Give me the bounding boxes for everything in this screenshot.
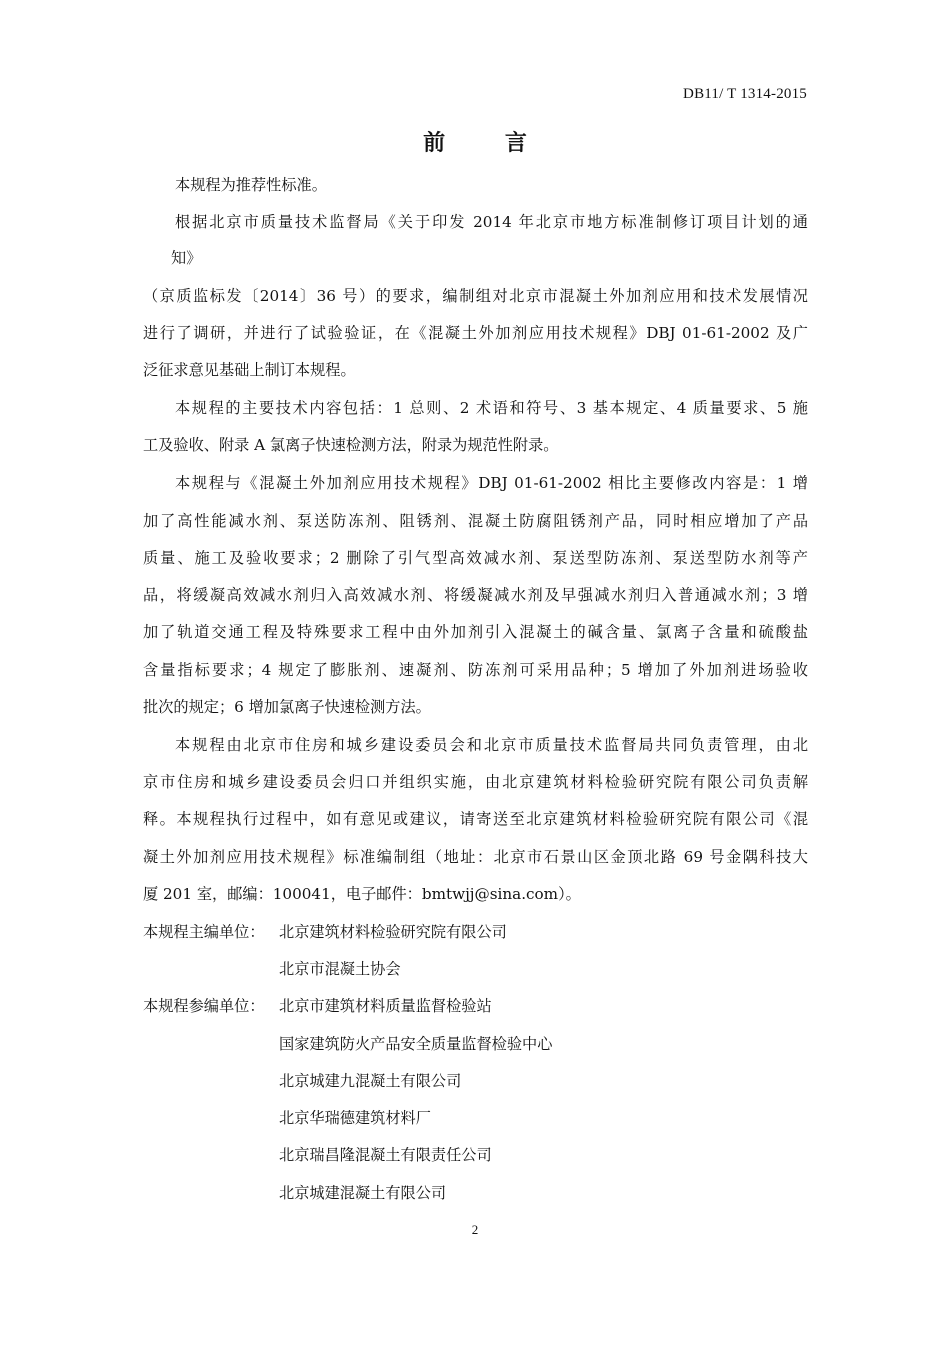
text-line: 加了高性能减水剂、泵送防冻剂、阻锈剂、混凝土防腐阻锈剂产品，同时相应增加了产品 [143, 512, 808, 530]
standard-code: DB11/ T 1314-2015 [683, 86, 807, 102]
chief-editor-unit: 北京市混凝土协会 [279, 960, 401, 978]
text-line: 知》 [171, 249, 202, 267]
participant-unit: 北京市建筑材料质量监督检验站 [279, 997, 492, 1015]
paragraph-recommended-standard: 本规程为推荐性标准。 [175, 176, 327, 194]
text-line: 释。本规程执行过程中，如有意见或建议，请寄送至北京建筑材料检验研究院有限公司《混 [143, 810, 808, 828]
text-line: 本规程的主要技术内容包括：1 总则、2 术语和符号、3 基本规定、4 质量要求、5 施 [175, 399, 808, 417]
text-line: （京质监标发〔2014〕36 号）的要求，编制组对北京市混凝土外加剂应用和技术发展情况 [143, 287, 808, 305]
text-line: 厦 201 室，邮编：100041，电子邮件：bmtwjj@sina.com）。 [143, 885, 581, 903]
text-line: 工及验收、附录 A 氯离子快速检测方法，附录为规范性附录。 [143, 436, 559, 454]
text-line: 含量指标要求；4 规定了膨胀剂、速凝剂、防冻剂可采用品种；5 增加了外加剂进场验收 [143, 661, 808, 679]
text-line: 京市住房和城乡建设委员会归口并组织实施，由北京建筑材料检验研究院有限公司负责解 [143, 773, 808, 791]
text-line: 本规程与《混凝土外加剂应用技术规程》DBJ 01-61-2002 相比主要修改内容是：1 增 [175, 474, 808, 492]
page-title: 前 言 [423, 131, 553, 156]
text-line: 本规程由北京市住房和城乡建设委员会和北京市质量技术监督局共同负责管理，由北 [175, 736, 808, 754]
text-line: 品，将缓凝高效减水剂归入高效减水剂、将缓凝减水剂及早强减水剂归入普通减水剂；3 增 [143, 586, 808, 604]
chief-editor-unit: 北京建筑材料检验研究院有限公司 [279, 923, 507, 941]
text-line: 质量、施工及验收要求；2 删除了引气型高效减水剂、泵送型防冻剂、泵送型防水剂等产 [143, 549, 808, 567]
participant-unit: 北京城建九混凝土有限公司 [279, 1072, 462, 1090]
participant-unit: 国家建筑防火产品安全质量监督检验中心 [279, 1035, 553, 1053]
text-line: 根据北京市质量技术监督局《关于印发 2014 年北京市地方标准制修订项目计划的通 [175, 213, 808, 231]
chief-editor-label: 本规程主编单位： [143, 923, 265, 941]
page-number: 2 [471, 1222, 479, 1237]
text-line: 凝土外加剂应用技术规程》标准编制组（地址：北京市石景山区金顶北路 69 号金隅科技大 [143, 848, 808, 866]
text-line: 加了轨道交通工程及特殊要求工程中由外加剂引入混凝土的碱含量、氯离子含量和硫酸盐 [143, 623, 808, 641]
text-line: 批次的规定；6 增加氯离子快速检测方法。 [143, 698, 431, 716]
participant-unit: 北京华瑞德建筑材料厂 [279, 1109, 431, 1127]
text-line: 进行了调研，并进行了试验验证，在《混凝土外加剂应用技术规程》DBJ 01-61-2002 及广 [143, 324, 808, 342]
participant-unit: 北京瑞昌隆混凝土有限责任公司 [279, 1146, 492, 1164]
participant-unit: 北京城建混凝土有限公司 [279, 1184, 447, 1202]
participant-label: 本规程参编单位： [143, 997, 265, 1015]
text-line: 泛征求意见基础上制订本规程。 [143, 361, 356, 379]
